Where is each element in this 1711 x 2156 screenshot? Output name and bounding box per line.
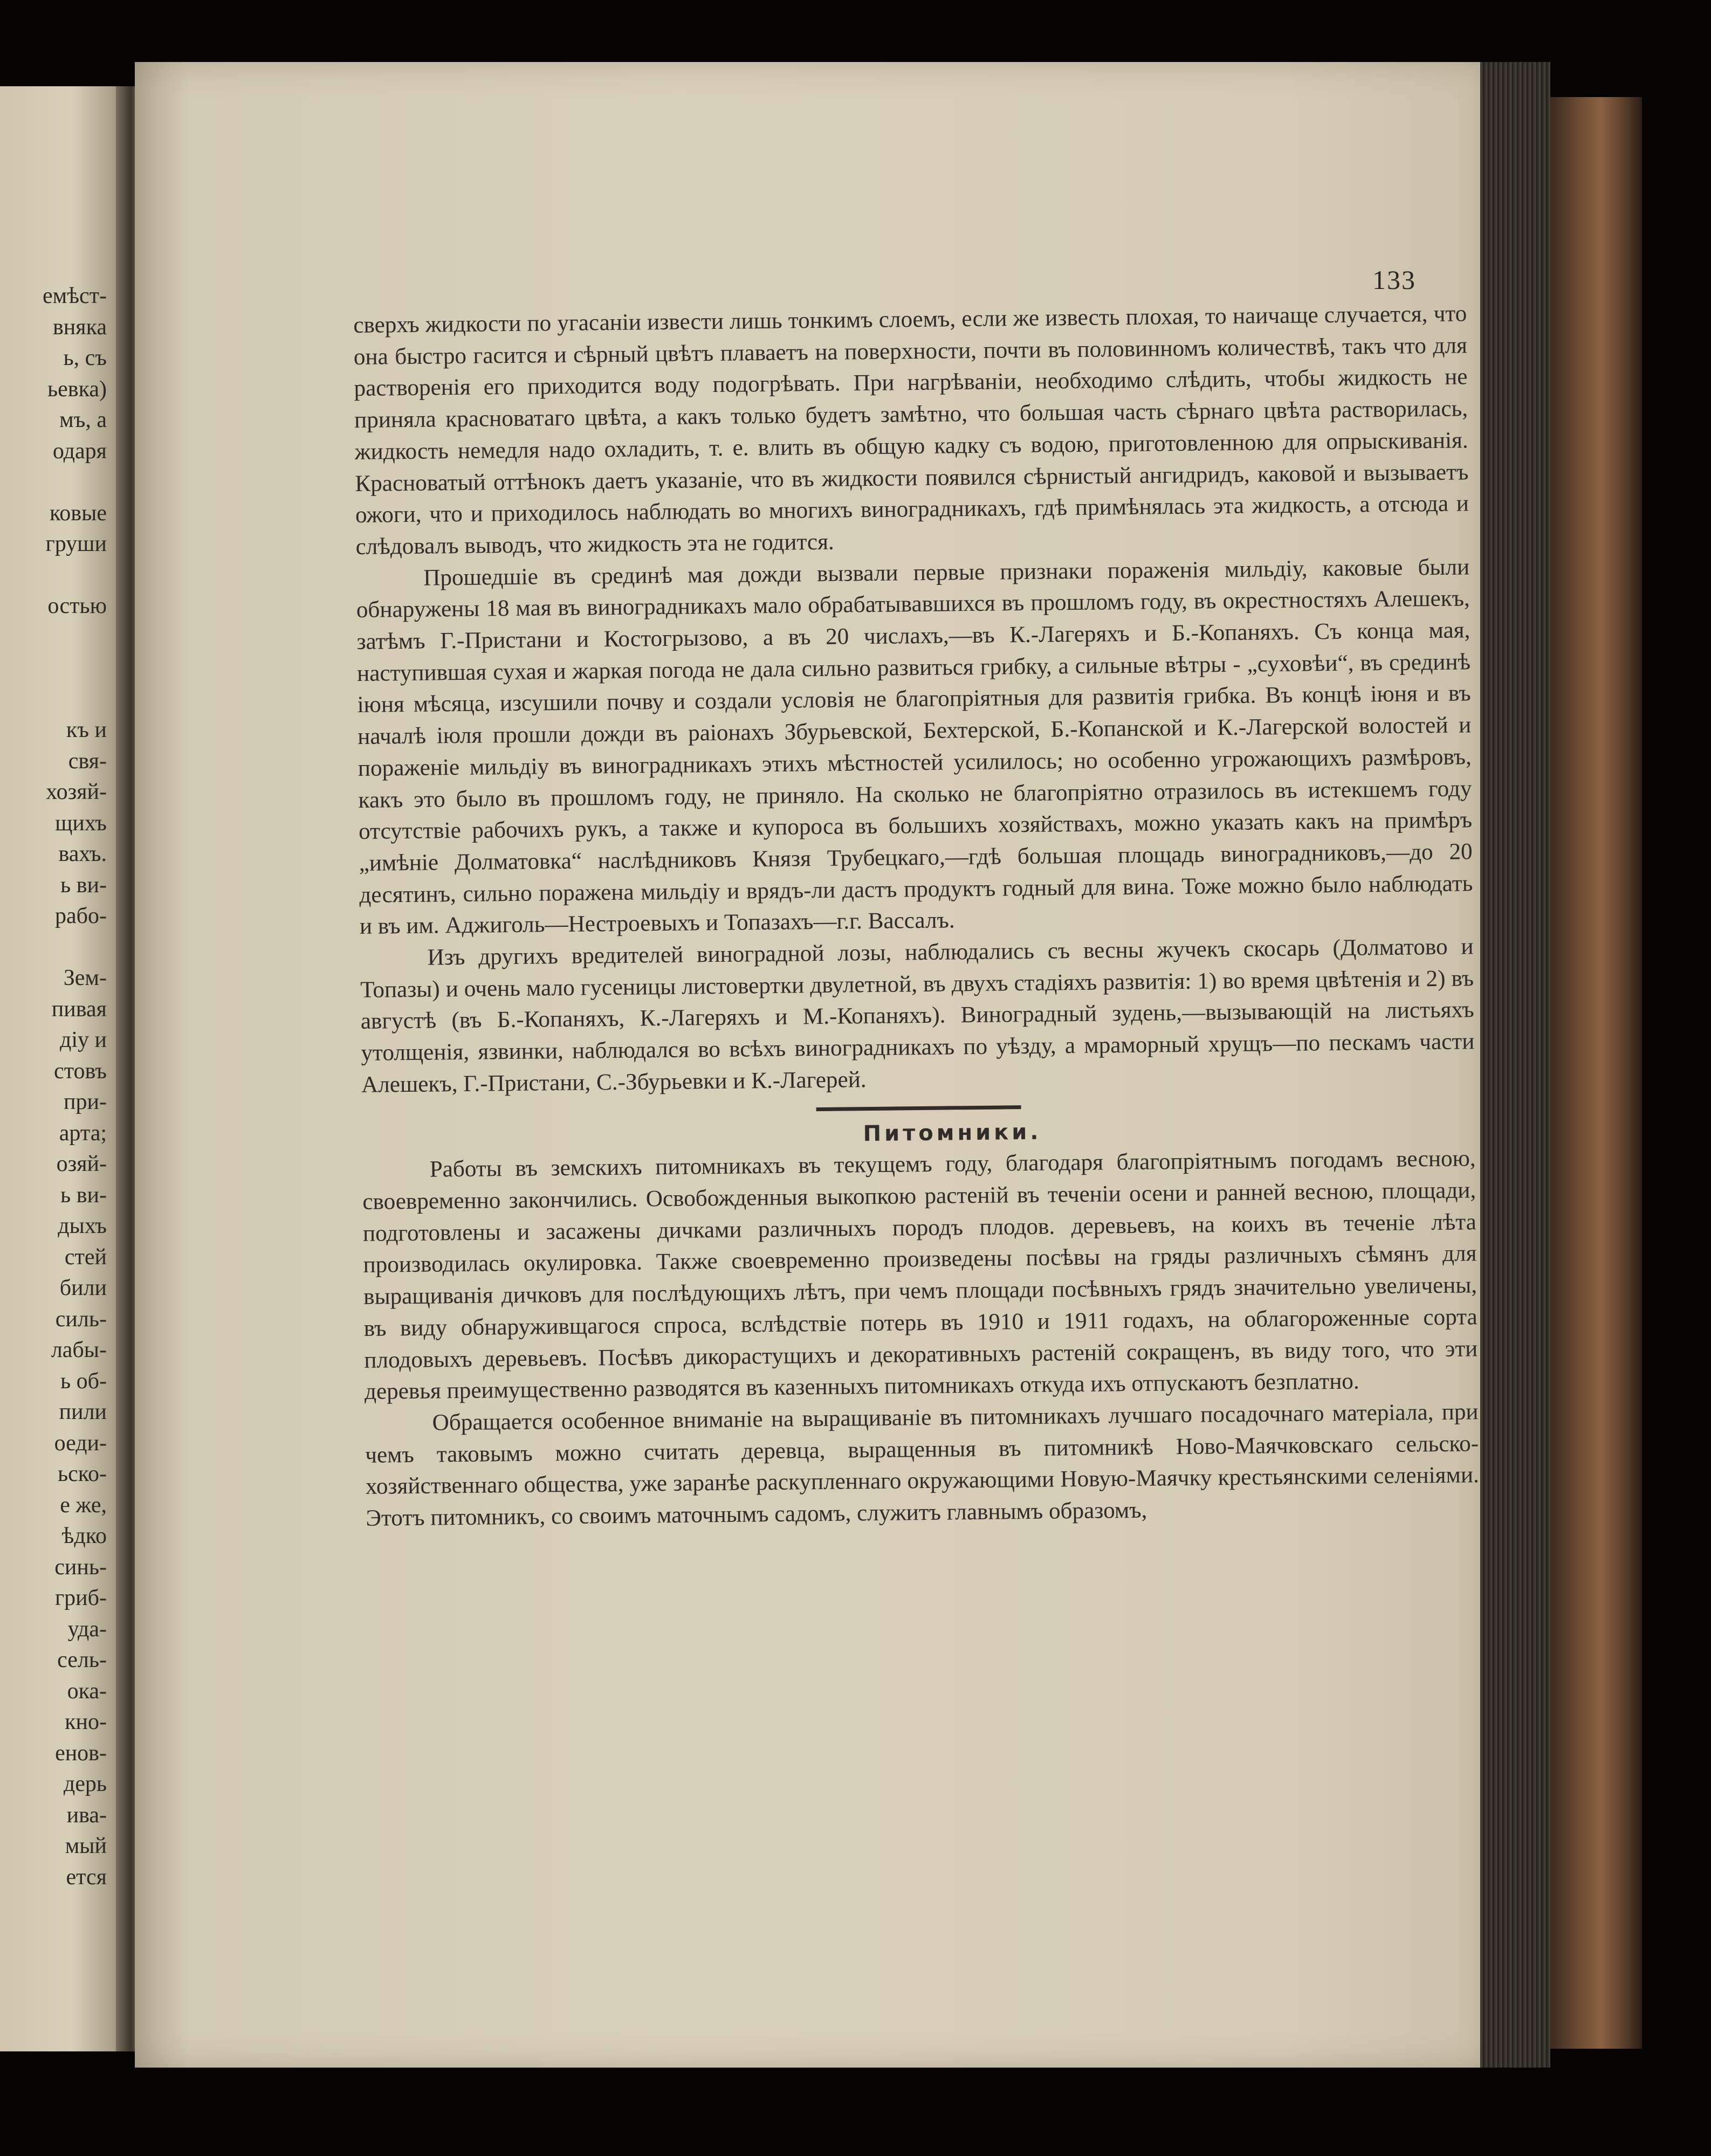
left-page-line-fragment: къ и: [66, 718, 107, 742]
left-page-line-fragment: стей: [64, 1244, 107, 1270]
left-page-line-fragment: ьевка): [47, 376, 107, 402]
left-page-line-fragment: синь-: [54, 1554, 107, 1580]
left-page-line-fragment: арта;: [59, 1120, 107, 1146]
left-facing-page: [0, 86, 129, 2051]
left-page-line-fragment: груши: [45, 532, 107, 556]
left-page-line-fragment: силь-: [55, 1306, 107, 1332]
left-page-line-fragment: дерь: [63, 1772, 107, 1796]
left-page-line-fragment: при-: [64, 1090, 107, 1114]
left-page-line-fragment: остью: [47, 594, 107, 618]
left-page-line-fragment: вняка: [52, 314, 107, 340]
paragraph: Прошедшiе въ срединѣ мая дожди вызвали первые признаки пораженiя мильдiу, каковые были обнаружены 18 мая въ виноградникахъ мало обрабатывавшихся въ прошломъ году, въ окрестностяхъ Алешекъ, затѣмъ Г.-Пристани и Костогрызово, а въ 20 числахъ,—въ К.-Лагеряхъ и Б.-Копаняхъ. Съ конца мая, наступившая сухая и жаркая погода не дала сильно развиться грибку, а сильные вѣтры - „суховѣи“, въ срединѣ iюня мѣсяца, изсушили почву и создали условiя не благопрiятныя для развитiя грибка. Въ концѣ iюня и въ началѣ iюля прошли дожди въ раiонахъ Збурьевской, Бехтерской, Б.-Копанской и К.-Лагерской волостей и пораженiе мильдiу въ виноградникахъ этихъ мѣстностей усилилось; но особенно угрожающихъ размѣровъ, какъ это было въ прошломъ году, не приняло. На сколько не благопрiятно отразилось въ истекшемъ году отсутствiе рабочихъ рукъ, а также и купороса въ большихъ хозяйствахъ, можно указать какъ на примѣръ „имѣнiе Долматовка“ наслѣдниковъ Князя Трубецкаго,—гдѣ большая площадь виноградниковъ,—до 20 десятинъ, сильно поражена мильдiу и врядъ-ли дастъ продуктъ годный для вина. Тоже можно было наблюдать и въ им. Аджиголь—Нестроевыхъ и Топазахъ—г.г. Вассалъ.: [356, 554, 1473, 940]
left-page-line-fragment: ь об-: [60, 1368, 107, 1394]
left-page-line-fragment: енов-: [55, 1740, 107, 1766]
left-page-line-fragment: сель-: [57, 1648, 107, 1672]
left-page-line-fragment: ь ви-: [60, 1182, 107, 1208]
left-page-line-fragment: пили: [59, 1400, 107, 1424]
left-page-line-fragment: одаря: [52, 438, 107, 464]
left-page-line-fragment: дыхъ: [58, 1214, 107, 1238]
left-page-line-fragment: мый: [65, 1834, 107, 1858]
left-page-line-fragment: озяй-: [56, 1152, 107, 1176]
left-page-line-fragment: оеди-: [54, 1430, 107, 1456]
left-page-line-fragment: ковые: [50, 500, 107, 526]
left-page-line-fragment: били: [59, 1276, 107, 1300]
page-number: 133: [1372, 265, 1416, 295]
paragraph: Изъ другихъ вредителей виноградной лозы, наблюдались съ весны жучекъ скосарь (Долматово и Топазы) и очень мало гусеницы листовертки двулетной, въ двухъ стадiяхъ развитiя: 1) во время цвѣтенiя и 2) въ августѣ (въ Б.-Копаняхъ, К.-Лагеряхъ и М.-Копаняхъ). Виноградный зудень,—вызывающiй на листьяхъ утолщенiя, язвинки, наблюдался во всѣхъ виноградникахъ по уѣзду, а мраморный хрущъ—по пескамъ части Алешекъ, Г.-Пристани, С.-Збурьевки и К.-Лагерей.: [360, 934, 1475, 1098]
left-page-line-fragment: ется: [66, 1864, 107, 1890]
left-page-line-fragment: ѣдко: [61, 1524, 107, 1548]
left-page-line-fragment: мъ, а: [59, 408, 107, 432]
section-divider: [816, 1105, 1021, 1111]
left-page-line-fragment: уда-: [67, 1616, 107, 1642]
left-page-line-fragment: стовъ: [54, 1058, 107, 1084]
left-page-line-fragment: щихъ: [55, 810, 107, 836]
left-page-line-fragment: ива-: [66, 1802, 107, 1828]
document-page: [135, 62, 1488, 2068]
left-page-line-fragment: хозяй-: [46, 780, 107, 804]
paragraph: Работы въ земскихъ питомникахъ въ текущемъ году, благодаря благопрiятнымъ погодамъ весною, своевременно закончились. Освобожденныя выкопкою растенiй въ теченiи осени и ранней весною, площади, подготовлены и засажены дичками различныхъ породъ плодов. деревьевъ, на коихъ въ теченiе лѣта производилась окулировка. Также своевременно произведены посѣвы на гряды различныхъ сѣмянъ для выращиванiя дичковъ для послѣдующихъ лѣтъ, при чемъ площади посѣвныхъ грядъ значительно увеличены, въ виду обнаруживщагося спроса, вслѣдствiе потерь въ 1910 и 1911 годахъ, на облагороженные сорта плодовыхъ деревьевъ. Посѣвъ дикорастущихъ и декоративныхъ растенiй сокращенъ, въ виду того, что эти деревья преимущественно разводятся въ казенныхъ питомникахъ откуда ихъ отпускаютъ безплатно.: [362, 1146, 1478, 1405]
left-page-line-fragment: дiу и: [59, 1028, 107, 1052]
left-page-line-fragment: свя-: [68, 748, 107, 774]
left-page-line-fragment: ока-: [67, 1678, 107, 1704]
section-heading: Питомники.: [863, 1119, 1042, 1146]
left-page-line-fragment: лабы-: [51, 1338, 107, 1362]
body-text: [353, 298, 1480, 1534]
page-edges: [1480, 62, 1550, 2068]
left-page-line-fragment: рабо-: [55, 904, 107, 928]
left-page-line-fragment: ь, съ: [63, 346, 107, 370]
left-page-line-fragment: емѣст-: [42, 284, 107, 308]
book-cover-edge: [1550, 97, 1642, 2049]
left-page-line-fragment: ь ви-: [60, 872, 107, 898]
left-page-line-fragment: гриб-: [54, 1586, 107, 1610]
paragraph: сверхъ жидкости по угасанiи извести лишь тонкимъ слоемъ, если же известь плохая, то наичаще случается, что она быстро гасится и сѣрный цвѣтъ плаваетъ на поверхности, почти въ половинномъ количествѣ, такъ что для растворенiя его приходится воду подогрѣвать. При нагрѣванiи, необходимо слѣдить, чтобы жидкость не приняла красноватаго цвѣта, а какъ только будетъ замѣтно, что большая часть сѣрнаго цвѣта растворилась, жидкость немедля надо охладить, т. е. влить въ общую кадку съ водою, приготовленною для опрыскиванiя. Красноватый оттѣнокъ даетъ указанiе, что въ жидкости появился сѣрнистый ангидридъ, каковой и вызываетъ ожоги, что и приходилось наблюдать во многихъ виноградникахъ, гдѣ примѣнялась эта жидкость, а отсюда и слѣдовалъ выводъ, что жидкость эта не годится.: [353, 301, 1469, 560]
left-page-line-fragment: ьско-: [57, 1462, 107, 1486]
left-page-line-fragment: вахъ.: [58, 842, 107, 866]
left-page-line-fragment: кно-: [65, 1710, 107, 1734]
left-page-line-fragment: пивая: [51, 996, 107, 1022]
paragraph: Обращается особенное вниманiе на выращиванiе въ питомникахъ лучшаго посадочнаго матерiала, при чемъ таковымъ можно считать деревца, выращенныя въ питомникѣ Ново-Маячковскаго сельско-хозяйственнаго общества, уже заранѣе раскупленнаго окружающими Новую-Маячку крестьянскими селенiями. Этотъ питомникъ, со своимъ маточнымъ садомъ, служитъ главнымъ образомъ,: [365, 1399, 1479, 1531]
left-page-line-fragment: Зем-: [63, 966, 107, 990]
left-page-line-fragment: е же,: [60, 1492, 107, 1518]
